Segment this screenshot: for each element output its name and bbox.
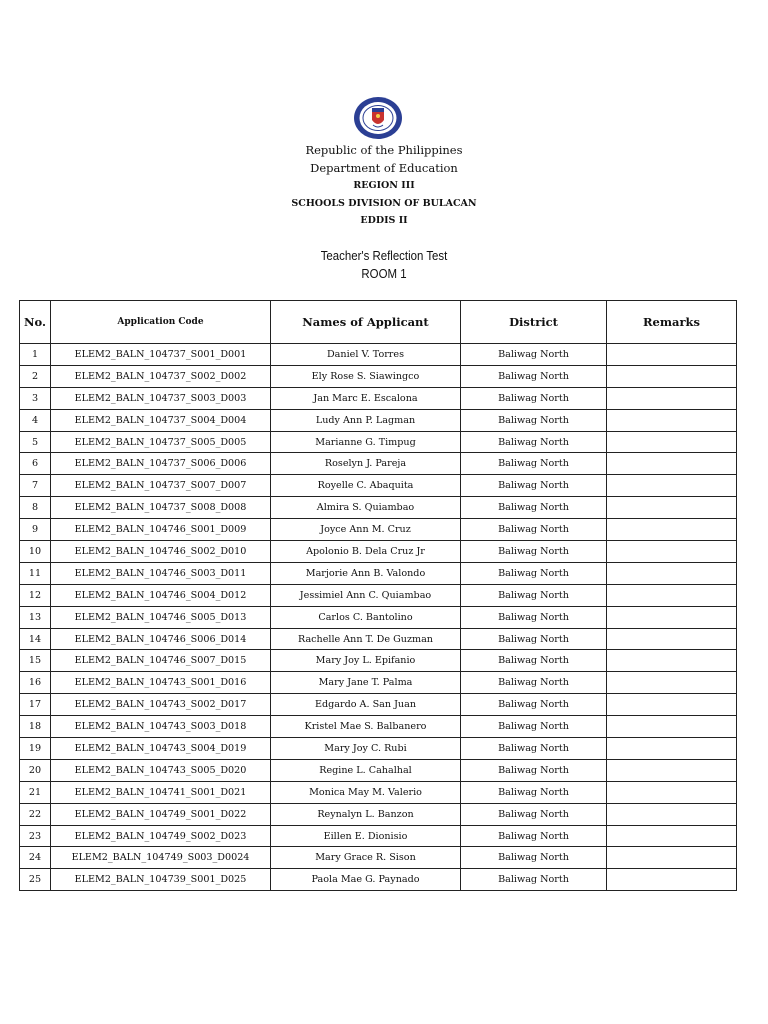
header-district: District [461,301,607,344]
district-cell: Baliwag North [461,716,607,738]
remarks-cell [607,738,737,760]
applicant-name-cell: Apolonio B. Dela Cruz Jr [271,541,461,563]
application-code-cell: ELEM2_BALN_104746_S003_D011 [51,562,271,584]
district-cell: Baliwag North [461,847,607,869]
table-row [20,409,737,431]
remarks-cell [607,409,737,431]
applicants-table [19,300,737,891]
remarks-cell [607,781,737,803]
table-row [20,803,737,825]
applicant-name-cell: Daniel V. Torres [271,344,461,366]
row-number-cell: 22 [20,803,51,825]
row-number-cell: 1 [20,344,51,366]
remarks-cell [607,562,737,584]
remarks-cell [607,825,737,847]
table-row [20,344,737,366]
document-title: Teacher's Reflection Test [320,248,448,263]
table-row [20,497,737,519]
applicant-name-cell: Reynalyn L. Banzon [271,803,461,825]
remarks-cell [607,716,737,738]
row-number-cell: 16 [20,672,51,694]
application-code-cell: ELEM2_BALN_104746_S001_D009 [51,519,271,541]
applicant-name-cell: Ludy Ann P. Lagman [271,409,461,431]
row-number-cell: 17 [20,694,51,716]
district-cell: Baliwag North [461,738,607,760]
district-cell: Baliwag North [461,694,607,716]
applicant-name-cell: Kristel Mae S. Balbanero [271,716,461,738]
row-number-cell: 9 [20,519,51,541]
district-cell: Baliwag North [461,387,607,409]
row-number-cell: 15 [20,650,51,672]
district-cell: Baliwag North [461,475,607,497]
district-cell: Baliwag North [461,453,607,475]
header-department: Department of Education [310,161,458,175]
remarks-cell [607,650,737,672]
applicant-name-cell: Marjorie Ann B. Valondo [271,562,461,584]
applicant-name-cell: Joyce Ann M. Cruz [271,519,461,541]
remarks-cell [607,672,737,694]
district-cell: Baliwag North [461,497,607,519]
application-code-cell: ELEM2_BALN_104743_S001_D016 [51,672,271,694]
remarks-cell [607,759,737,781]
application-code-cell: ELEM2_BALN_104737_S002_D002 [51,365,271,387]
application-code-cell: ELEM2_BALN_104746_S006_D014 [51,628,271,650]
table-body [20,344,737,891]
table-row [20,650,737,672]
district-cell: Baliwag North [461,541,607,563]
header-region: REGION III [353,180,415,191]
row-number-cell: 18 [20,716,51,738]
row-number-cell: 4 [20,409,51,431]
district-cell: Baliwag North [461,519,607,541]
table-row [20,694,737,716]
remarks-cell [607,453,737,475]
applicant-name-cell: Almira S. Quiambao [271,497,461,519]
row-number-cell: 23 [20,825,51,847]
district-cell: Baliwag North [461,781,607,803]
applicant-name-cell: Roselyn J. Pareja [271,453,461,475]
table-row [20,365,737,387]
table-row [20,475,737,497]
applicant-name-cell: Jessimiel Ann C. Quiambao [271,584,461,606]
applicant-name-cell: Mary Joy L. Epifanio [271,650,461,672]
remarks-cell [607,519,737,541]
application-code-cell: ELEM2_BALN_104746_S007_D015 [51,650,271,672]
district-cell: Baliwag North [461,628,607,650]
table-row [20,672,737,694]
row-number-cell: 24 [20,847,51,869]
row-number-cell: 20 [20,759,51,781]
row-number-cell: 12 [20,584,51,606]
application-code-cell: ELEM2_BALN_104749_S001_D022 [51,803,271,825]
applicant-name-cell: Ely Rose S. Siawingco [271,365,461,387]
row-number-cell: 3 [20,387,51,409]
application-code-cell: ELEM2_BALN_104737_S004_D004 [51,409,271,431]
table-row [20,628,737,650]
application-code-cell: ELEM2_BALN_104737_S001_D001 [51,344,271,366]
district-cell: Baliwag North [461,409,607,431]
row-number-cell: 19 [20,738,51,760]
application-code-cell: ELEM2_BALN_104737_S006_D006 [51,453,271,475]
district-cell: Baliwag North [461,759,607,781]
application-code-cell: ELEM2_BALN_104737_S005_D005 [51,431,271,453]
application-code-cell: ELEM2_BALN_104746_S004_D012 [51,584,271,606]
table-row [20,825,737,847]
applicant-name-cell: Edgardo A. San Juan [271,694,461,716]
district-cell: Baliwag North [461,365,607,387]
table-header-row [20,301,737,344]
table-row [20,453,737,475]
application-code-cell: ELEM2_BALN_104743_S002_D017 [51,694,271,716]
application-code-cell: ELEM2_BALN_104746_S005_D013 [51,606,271,628]
header-republic: Republic of the Philippines [305,143,463,157]
remarks-cell [607,694,737,716]
table-row [20,584,737,606]
remarks-cell [607,365,737,387]
table-row [20,759,737,781]
application-code-cell: ELEM2_BALN_104737_S008_D008 [51,497,271,519]
application-code-cell: ELEM2_BALN_104741_S001_D021 [51,781,271,803]
table-row [20,562,737,584]
applicant-name-cell: Mary Grace R. Sison [271,847,461,869]
row-number-cell: 2 [20,365,51,387]
remarks-cell [607,606,737,628]
row-number-cell: 25 [20,869,51,891]
application-code-cell: ELEM2_BALN_104743_S004_D019 [51,738,271,760]
district-cell: Baliwag North [461,650,607,672]
remarks-cell [607,475,737,497]
remarks-cell [607,847,737,869]
remarks-cell [607,628,737,650]
remarks-cell [607,497,737,519]
header-division: SCHOOLS DIVISION OF BULACAN [291,198,477,209]
district-cell: Baliwag North [461,562,607,584]
application-code-cell: ELEM2_BALN_104737_S003_D003 [51,387,271,409]
remarks-cell [607,541,737,563]
applicant-name-cell: Jan Marc E. Escalona [271,387,461,409]
table-row [20,519,737,541]
table-row [20,606,737,628]
application-code-cell: ELEM2_BALN_104749_S002_D023 [51,825,271,847]
row-number-cell: 11 [20,562,51,584]
row-number-cell: 8 [20,497,51,519]
table-row [20,716,737,738]
district-cell: Baliwag North [461,431,607,453]
remarks-cell [607,869,737,891]
application-code-cell: ELEM2_BALN_104737_S007_D007 [51,475,271,497]
table-row [20,738,737,760]
remarks-cell [607,387,737,409]
applicant-name-cell: Marianne G. Timpug [271,431,461,453]
row-number-cell: 6 [20,453,51,475]
header-remarks: Remarks [607,301,737,344]
applicant-name-cell: Royelle C. Abaquita [271,475,461,497]
remarks-cell [607,584,737,606]
remarks-cell [607,431,737,453]
applicant-name-cell: Paola Mae G. Paynado [271,869,461,891]
remarks-cell [607,803,737,825]
row-number-cell: 13 [20,606,51,628]
table-row [20,541,737,563]
application-code-cell: ELEM2_BALN_104749_S003_D0024 [51,847,271,869]
district-cell: Baliwag North [461,344,607,366]
table-row [20,781,737,803]
applicant-name-cell: Rachelle Ann T. De Guzman [271,628,461,650]
header-applicant-name: Names of Applicant [271,301,461,344]
district-cell: Baliwag North [461,584,607,606]
table-row [20,431,737,453]
district-cell: Baliwag North [461,803,607,825]
deped-seal-icon [353,96,403,140]
remarks-cell [607,344,737,366]
table-row [20,869,737,891]
row-number-cell: 21 [20,781,51,803]
district-cell: Baliwag North [461,869,607,891]
row-number-cell: 5 [20,431,51,453]
row-number-cell: 14 [20,628,51,650]
application-code-cell: ELEM2_BALN_104743_S003_D018 [51,716,271,738]
application-code-cell: ELEM2_BALN_104739_S001_D025 [51,869,271,891]
applicant-name-cell: Monica May M. Valerio [271,781,461,803]
table-row [20,847,737,869]
header-application-code: Application Code [51,301,271,344]
applicant-name-cell: Carlos C. Bantolino [271,606,461,628]
row-number-cell: 10 [20,541,51,563]
applicant-name-cell: Mary Jane T. Palma [271,672,461,694]
district-cell: Baliwag North [461,606,607,628]
applicant-name-cell: Mary Joy C. Rubi [271,738,461,760]
applicant-name-cell: Regine L. Cahalhal [271,759,461,781]
room-title: ROOM 1 [361,266,407,281]
district-cell: Baliwag North [461,825,607,847]
application-code-cell: ELEM2_BALN_104746_S002_D010 [51,541,271,563]
application-code-cell: ELEM2_BALN_104743_S005_D020 [51,759,271,781]
header-no: No. [20,301,51,344]
applicant-name-cell: Eillen E. Dionisio [271,825,461,847]
header-district-office: EDDIS II [360,215,408,226]
row-number-cell: 7 [20,475,51,497]
district-cell: Baliwag North [461,672,607,694]
table-row [20,387,737,409]
